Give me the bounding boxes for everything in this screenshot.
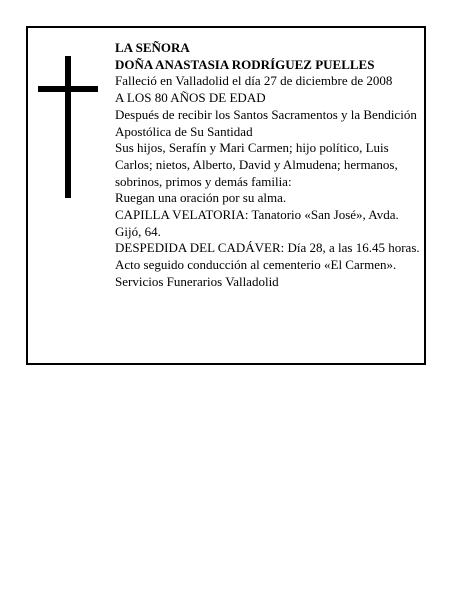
cross-horizontal-bar — [38, 86, 98, 92]
chapel-line: CAPILLA VELATORIA: Tanatorio «San José», Avda. Gijó, 64. — [115, 207, 399, 239]
farewell-line: DESPEDIDA DEL CADÁVER: Día 28, a las 16.45 horas. Acto seguido conducción al cementerio «El Carmen». — [115, 240, 420, 273]
funeral-services-line: Servicios Funerarios Valladolid — [115, 273, 279, 289]
age-line: A LOS 80 AÑOS DE EDAD — [115, 90, 266, 106]
notice-title: LA SEÑORA — [115, 40, 190, 55]
obituary-text — [115, 40, 421, 291]
death-line: Falleció en Valladolid el día 27 de diciembre de 2008 — [115, 73, 393, 89]
cross-icon — [38, 56, 98, 198]
prayer-line: Ruegan una oración por su alma. — [115, 190, 287, 206]
obituary-notice — [26, 26, 426, 365]
family-line: Sus hijos, Serafín y Mari Carmen; hijo político, Luis Carlos; nietos, Alberto, David y Almudena; hermanos, sobrinos, primos y demás familia: — [115, 140, 398, 189]
deceased-name: DOÑA ANASTASIA RODRÍGUEZ PUELLES — [115, 56, 375, 72]
sacraments-line: Después de recibir los Santos Sacramentos y la Bendición Apostólica de Su Santidad — [115, 106, 417, 139]
cross-vertical-bar — [65, 56, 71, 198]
